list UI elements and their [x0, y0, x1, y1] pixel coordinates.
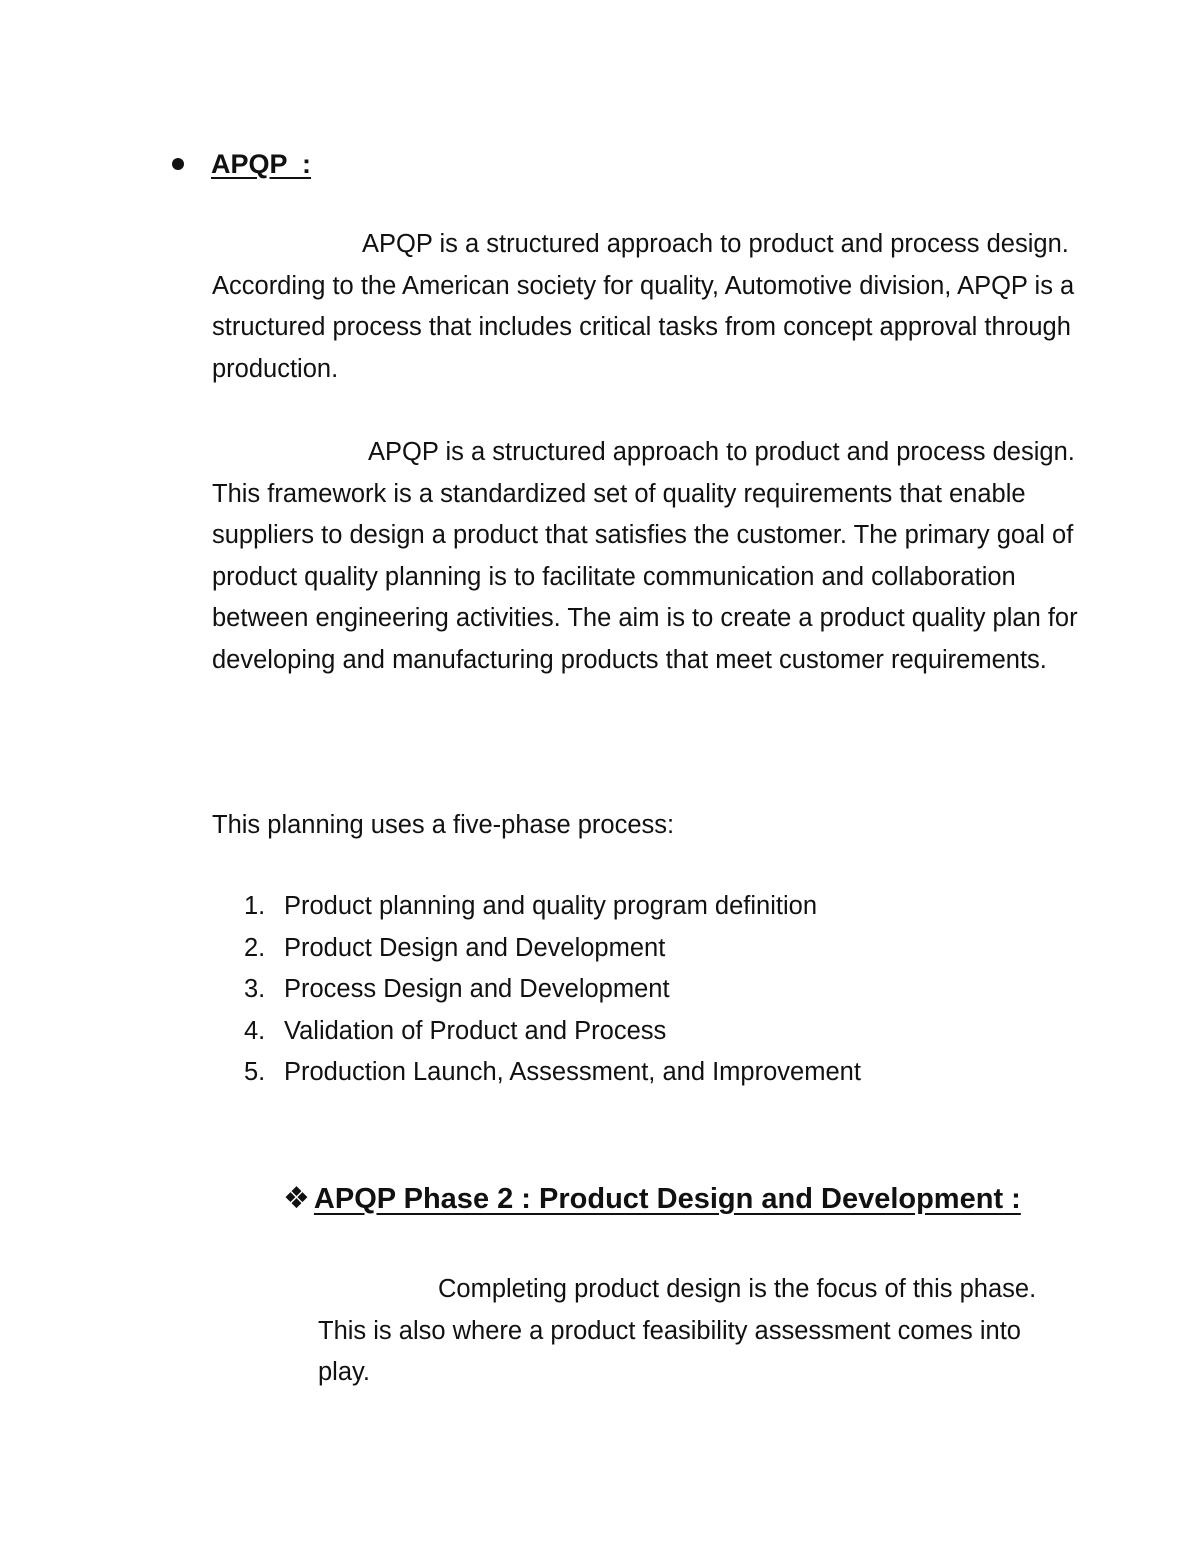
list-item [244, 1052, 861, 1094]
list-item-text: Product Design and Development [284, 933, 666, 962]
apqp-paragraph-1-text: APQP is a structured approach to product and process design. According to the American society for quality, Automotive division, APQP is a structured process that includes critical tasks from concept approval through production. [212, 230, 1075, 383]
list-item-text: Production Launch, Assessment, and Improvement [284, 1058, 861, 1086]
list-item [244, 886, 861, 928]
phase2-paragraph-text: Completing product design is the focus of this phase. This is also where a product feasibility assessment comes into play. [318, 1275, 1037, 1386]
phase2-paragraph [318, 1269, 1078, 1394]
phases-list [244, 886, 861, 1094]
four-diamond-bullet-icon: ❖ [283, 1181, 310, 1216]
list-item-text: Process Design and Development [284, 975, 670, 1003]
phases-intro: This planning uses a five-phase process: [212, 811, 675, 839]
list-item-number: 5. [244, 1058, 266, 1086]
list-item [244, 928, 861, 970]
apqp-paragraph-2-text: APQP is a structured approach to product and process design. This framework is a standardized set of quality requirements that enable suppliers to design a product that satisfies the customer. The primary goal of product quality planning is to facilitate communication and collaboration between engineering activities. The aim is to create a product quality plan for developing and manufacturing products that meet customer requirements. [212, 438, 1078, 674]
list-item [244, 969, 861, 1011]
list-item-text: Validation of Product and Process [284, 1016, 667, 1045]
list-item-number: 3. [244, 975, 266, 1003]
apqp-heading-text: APQP : [211, 148, 312, 179]
section-phase2-heading [283, 1176, 1021, 1222]
list-item-number: 2. [244, 933, 266, 962]
apqp-paragraph-1 [212, 224, 1082, 390]
list-item-number: 1. [244, 892, 266, 920]
phase2-heading-text: APQP Phase 2 : Product Design and Development : [313, 1182, 1021, 1215]
section-apqp-heading [172, 142, 311, 186]
list-item [244, 1011, 861, 1053]
list-item-text: Product planning and quality program definition [284, 892, 818, 920]
bullet-dot-icon [172, 158, 184, 170]
list-item-number: 4. [244, 1016, 266, 1045]
apqp-paragraph-2 [212, 432, 1082, 681]
